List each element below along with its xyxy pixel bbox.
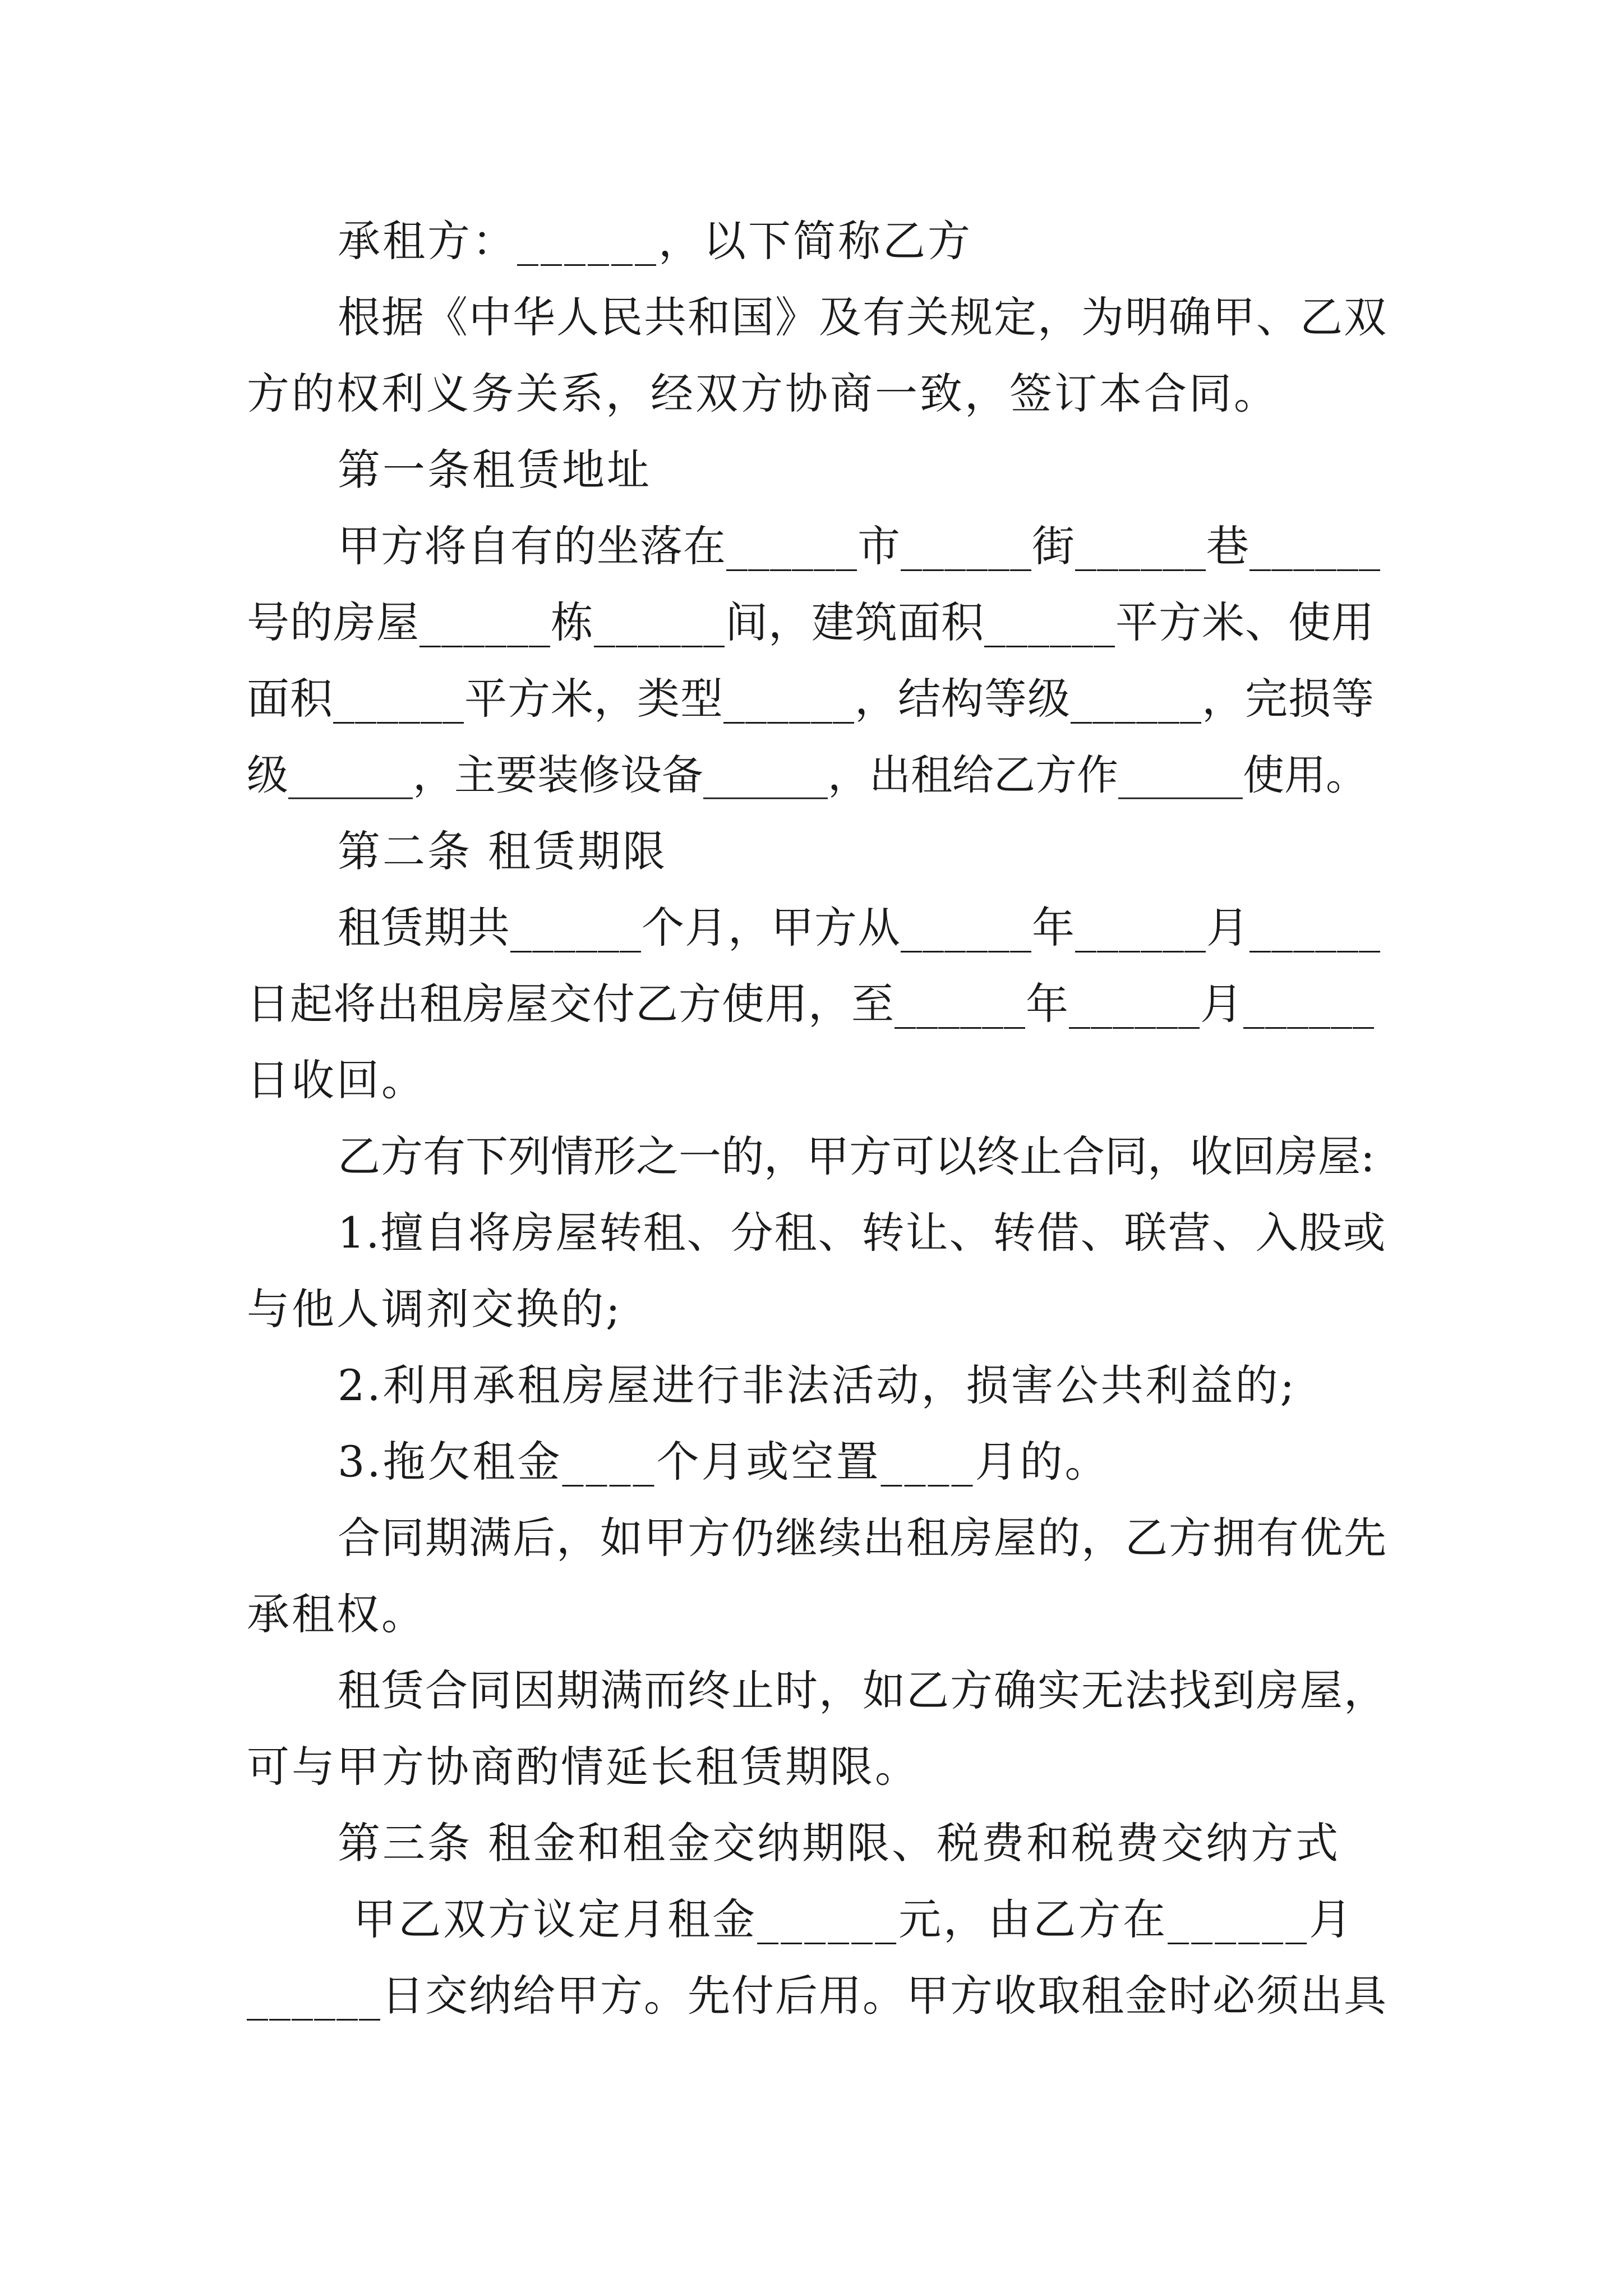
text-line: 日收回。	[247, 1055, 426, 1105]
text-line: ______日交纳给甲方。先付后用。甲方收取租金时必须出具	[247, 1971, 1387, 2021]
list-item: 2.利用承租房屋进行非法活动，损害公共利益的;	[338, 1360, 1297, 1410]
text-line: 租赁期共______个月，甲方从______年______月______	[338, 903, 1381, 953]
section-heading: 第二条 租赁期限	[338, 826, 668, 876]
section-heading: 第三条 租金和租金交纳期限、税费和税费交纳方式	[338, 1818, 1341, 1868]
text-line: 甲乙双方议定月租金______元，由乙方在______月	[338, 1894, 1354, 1944]
text-line: 承租权。	[247, 1589, 426, 1639]
text-line: 可与甲方协商酌情延长租赁期限。	[247, 1742, 920, 1792]
section-heading: 第一条租赁地址	[338, 445, 652, 495]
text-line: 甲方将自有的坐落在______市______街______巷______	[338, 521, 1381, 571]
text-line: 级______，主要装修设备______，出租给乙方作______使用。	[247, 751, 1367, 799]
text-line: 号的房屋______栋______间，建筑面积______平方米、使用	[247, 597, 1375, 647]
text-line: 租赁合同因期满而终止时，如乙方确实无法找到房屋，	[338, 1665, 1387, 1715]
text-line: 承租方：______，以下简称乙方	[338, 216, 972, 266]
text-line: 合同期满后，如甲方仍继续出租房屋的，乙方拥有优先	[338, 1513, 1387, 1563]
text-line: 乙方有下列情形之一的，甲方可以终止合同，收回房屋:	[338, 1131, 1375, 1181]
list-item: 1.擅自将房屋转租、分租、转让、转借、联营、入股或	[338, 1208, 1387, 1258]
text-line: 与他人调剂交换的;	[247, 1284, 623, 1334]
list-item: 3.拖欠租金____个月或空置____月的。	[338, 1437, 1110, 1487]
text-line: 根据《中华人民共和国》及有关规定，为明确甲、乙双	[338, 292, 1387, 342]
text-line: 面积______平方米，类型______，结构等级______，完损等	[247, 674, 1375, 724]
text-line: 方的权利义务关系，经双方协商一致，签订本合同。	[247, 369, 1279, 418]
text-line: 日起将出租房屋交付乙方使用，至______年______月______	[247, 979, 1375, 1029]
